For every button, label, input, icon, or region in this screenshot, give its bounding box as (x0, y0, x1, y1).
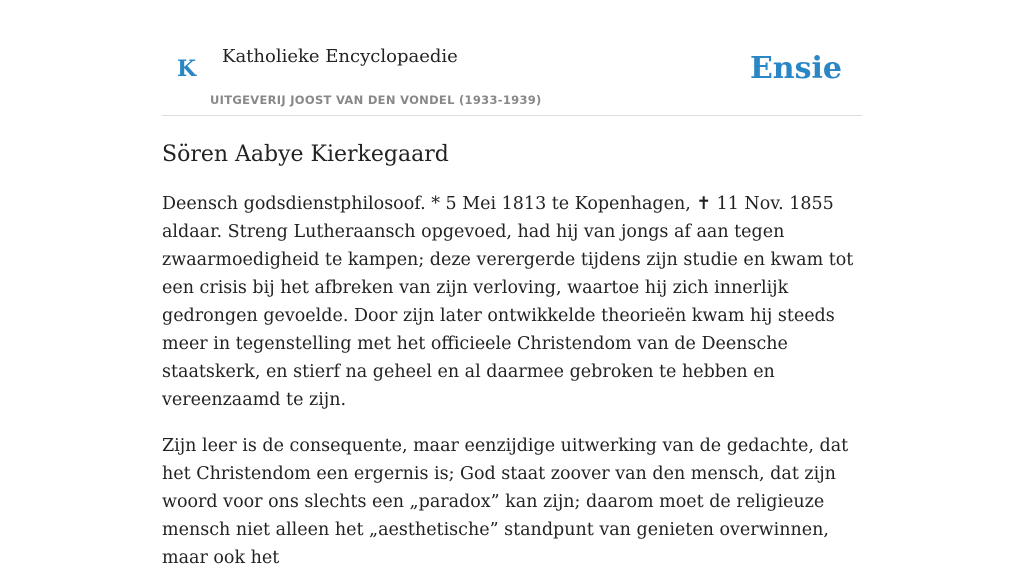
article-paragraph: Deensch godsdienstphilosoof. * 5 Mei 1813 te Kopenhagen, ✝ 11 Nov. 1855 aldaar. Streng Lutheraansch opgevoed, had hij van jongs af aan tegen zwaarmoedigheid te kampen; deze verergerde tijdens zijn studie en kwam tot een crisis bij het afbreken van zijn verloving, waartoe hij zich innerlijk gedrongen gevoelde. Door zijn later ontwikkelde theorieën kwam hij steeds meer in tegenstelling met het officieele Christendom van de Deensche staatskerk, en stierf na geheel en al daarmee gebroken te hebben en vereenzaamd te zijn. (162, 194, 854, 410)
site-header (162, 0, 862, 116)
article-paragraph: Zijn leer is de consequente, maar eenzijdige uitwerking van de gedachte, dat het Christendom een ergernis is; God staat zoover van den mensch, dat zijn woord voor ons slechts een „paradox” kan zijn; daarom moet de religieuze mensch niet alleen het „aesthetische” standpunt van genieten overwinnen, maar ook het (162, 436, 849, 568)
page-container (162, 0, 862, 572)
encyclopedia-logo[interactable]: K (177, 56, 197, 82)
publisher-label: UITGEVERIJ JOOST VAN DEN VONDEL (1933-1939) (210, 93, 542, 107)
article-title: Sören Aabye Kierkegaard (162, 142, 449, 167)
ensie-brand-logo[interactable]: Ensie (749, 51, 842, 86)
publication-title[interactable]: Katholieke Encyclopaedie (222, 46, 458, 67)
